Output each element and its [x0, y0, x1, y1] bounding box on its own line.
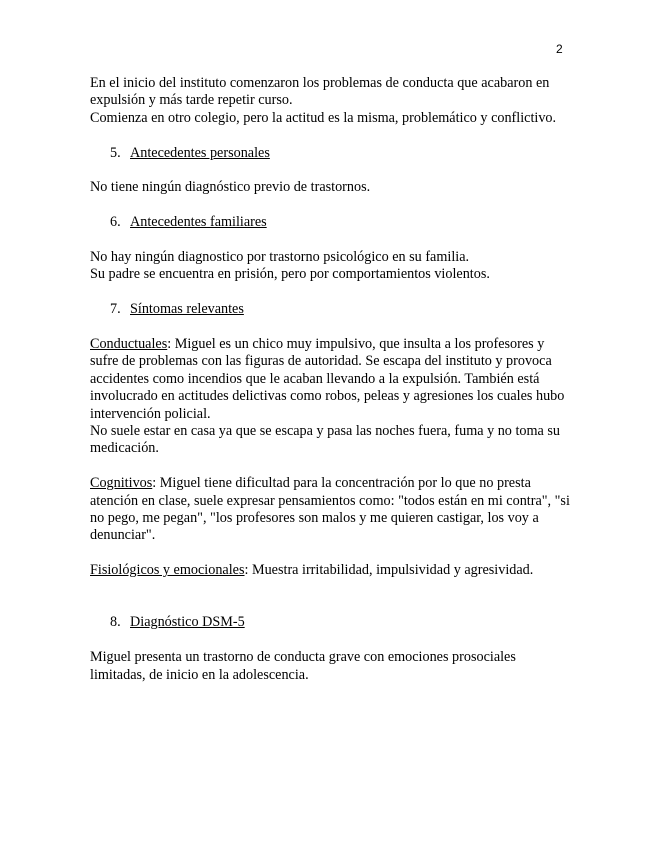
heading-antecedentes-familiares: [110, 214, 570, 231]
heading-number: 7.: [110, 301, 121, 318]
heading-number: 6.: [110, 214, 121, 231]
heading-title: Antecedentes familiares: [130, 214, 267, 231]
diagnostico-text: Miguel presenta un trastorno de conducta grave con emociones prosociales limitadas, de inicio en la adolescencia.: [90, 649, 516, 683]
familiares-line-2: Su padre se encuentra en prisión, pero por comportamientos violentos.: [90, 266, 490, 283]
familiares-line-1: No hay ningún diagnostico por trastorno psicológico en su familia.: [90, 249, 470, 265]
cognitivos-text: : Miguel tiene dificultad para la concentración por lo que no presta atención en clase, suele expresar pensamientos como: "todos están en mi contra", "si no pego, me pegan", "los profesores son malos y me quieren castigar, los voy a denunciar".: [90, 475, 570, 544]
heading-title: Antecedentes personales: [130, 144, 270, 161]
heading-antecedentes-personales: [110, 145, 570, 162]
conductuales-paragraph: [90, 336, 570, 423]
cognitivos-label: Cognitivos: [90, 475, 153, 492]
heading-number: 8.: [110, 614, 121, 631]
conductuales-text: : Miguel es un chico muy impulsivo, que insulta a los profesores y sufre de problemas con las figuras de autoridad. Se escapa del instituto y provoca accidentes como incendios que le acaban llevando a la expulsión. También está involucrado en actitudes delictivas como robos, peleas y agresiones los cuales hubo intervención policial.: [90, 336, 565, 422]
intro-paragraph-1: En el inicio del instituto comenzaron los problemas de conducta que acabaron en expulsión y más tarde repetir curso.: [90, 75, 550, 109]
document-body: [90, 75, 570, 684]
page-number: 2: [556, 42, 563, 56]
heading-sintomas-relevantes: [110, 301, 570, 318]
conductuales-label: Conductuales: [90, 336, 168, 352]
fisiologicos-paragraph: [90, 562, 570, 579]
conductuales-paragraph-2: No suele estar en casa ya que se escapa y pasa las noches fuera, fuma y no toma su medicación.: [90, 423, 560, 457]
heading-diagnostico-dsm5: [110, 614, 570, 631]
heading-number: 5.: [110, 144, 121, 161]
fisiologicos-label: Fisiológicos y emocionales: [90, 562, 245, 579]
heading-title: Diagnóstico DSM-5: [130, 614, 245, 631]
intro-paragraph-2: Comienza en otro colegio, pero la actitud es la misma, problemático y conflictivo.: [90, 109, 557, 126]
fisiologicos-text: : Muestra irritabilidad, impulsividad y agresividad.: [244, 562, 534, 579]
personales-text: No tiene ningún diagnóstico previo de trastornos.: [90, 179, 371, 196]
cognitivos-paragraph: [90, 475, 570, 545]
heading-title: Síntomas relevantes: [130, 301, 244, 318]
